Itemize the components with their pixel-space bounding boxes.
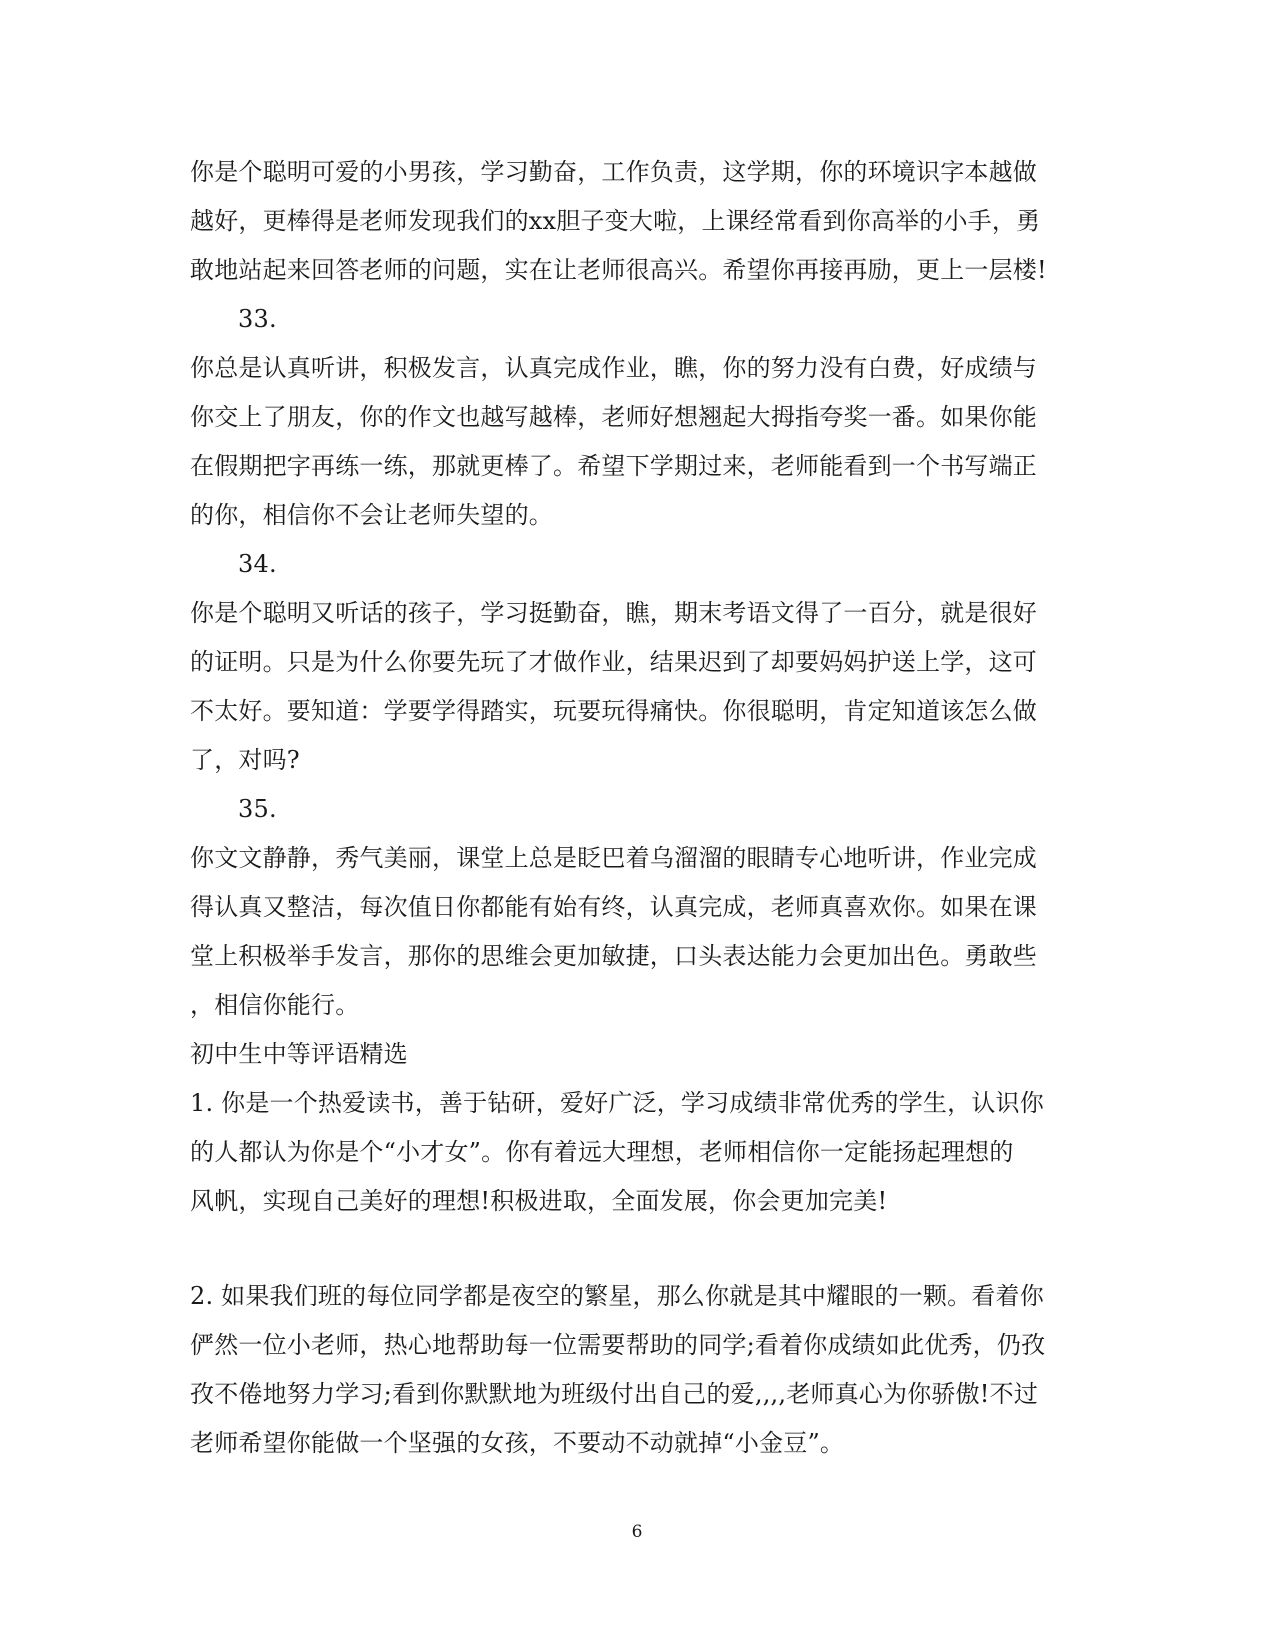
text-line: 在假期把字再练一练，那就更棒了。希望下学期过来，老师能看到一个书写端正 <box>190 452 1037 480</box>
text-line: 了，对吗? <box>190 746 300 774</box>
text-line: 堂上积极举手发言，那你的思维会更加敏捷，口头表达能力会更加出色。勇敢些 <box>190 942 1037 970</box>
text-line: 的人都认为你是个“小才女”。你有着远大理想，老师相信你一定能扬起理想的 <box>190 1138 1014 1166</box>
paragraph <box>190 344 1070 540</box>
item-number: 34. <box>238 550 277 578</box>
text-line: 你是个聪明又听话的孩子，学习挺勤奋，瞧，期末考语文得了一百分，就是很好 <box>190 599 1037 627</box>
item-number: 33. <box>238 305 277 333</box>
text-line: 你是个聪明可爱的小男孩，学习勤奋，工作负责，这学期，你的环境识字本越做 <box>190 158 1037 186</box>
text-line: 风帆，实现自己美好的理想!积极进取，全面发展，你会更加完美! <box>190 1187 888 1215</box>
text-line: 的你，相信你不会让老师失望的。 <box>190 501 553 529</box>
text-line: 你文文静静，秀气美丽，课堂上总是眨巴着乌溜溜的眼睛专心地听讲，作业完成 <box>190 844 1037 872</box>
text-line: 敢地站起来回答老师的问题，实在让老师很高兴。希望你再接再励，更上一层楼! <box>190 256 1047 284</box>
paragraph <box>190 1079 1070 1226</box>
text-line: 你总是认真听讲，积极发言，认真完成作业，瞧，你的努力没有白费，好成绩与 <box>190 354 1037 382</box>
text-line: 你交上了朋友，你的作文也越写越棒，老师好想翘起大拇指夸奖一番。如果你能 <box>190 403 1037 431</box>
text-line: ，相信你能行。 <box>190 991 360 1019</box>
document-body <box>190 148 1070 1468</box>
text-line: 孜不倦地努力学习;看到你默默地为班级付出自己的爱,,,,老师真心为你骄傲!不过 <box>190 1380 1039 1408</box>
paragraph <box>190 1030 1070 1079</box>
text-line: 俨然一位小老师，热心地帮助每一位需要帮助的同学;看着你成绩如此优秀，仍孜 <box>190 1331 1046 1359</box>
text-line: 的证明。只是为什么你要先玩了才做作业，结果迟到了却要妈妈护送上学，这可 <box>190 648 1037 676</box>
paragraph <box>190 589 1070 785</box>
text-line: 老师希望你能做一个坚强的女孩，不要动不动就掉“小金豆”。 <box>190 1429 845 1457</box>
text-line: 不太好。要知道：学要学得踏实，玩要玩得痛快。你很聪明，肯定知道该怎么做 <box>190 697 1037 725</box>
text-line: 越好，更棒得是老师发现我们的xx胆子变大啦，上课经常看到你高举的小手，勇 <box>190 207 1041 235</box>
page-number: 6 <box>631 1522 643 1542</box>
text-line: 1. 你是一个热爱读书，善于钻研，爱好广泛，学习成绩非常优秀的学生，认识你 <box>190 1089 1044 1117</box>
text-line: 初中生中等评语精选 <box>190 1040 408 1068</box>
text-line: 得认真又整洁，每次值日你都能有始有终，认真完成，老师真喜欢你。如果在课 <box>190 893 1037 921</box>
paragraph <box>190 834 1070 1030</box>
item-number: 35. <box>238 795 277 823</box>
paragraph <box>190 1272 1070 1468</box>
text-line: 2. 如果我们班的每位同学都是夜空的繁星，那么你就是其中耀眼的一颗。看着你 <box>190 1282 1044 1310</box>
paragraph-spacer <box>190 1226 1070 1272</box>
paragraph <box>190 148 1070 295</box>
